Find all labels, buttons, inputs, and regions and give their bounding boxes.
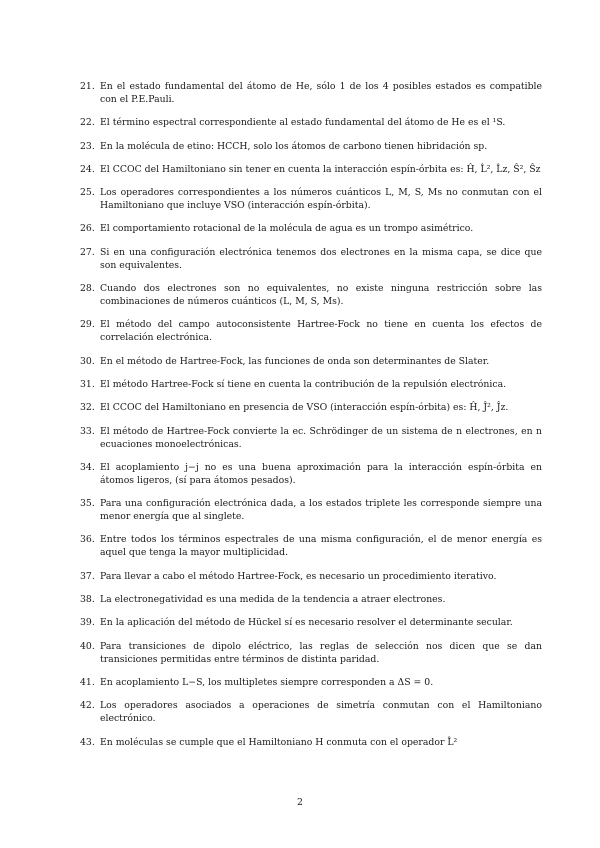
item-text: El acoplamiento j−j no es una buena aproximación para la interacción espín-órbita en átomos ligeros, (sí para átomos pesados). (100, 461, 542, 486)
item-number: 40. (80, 640, 95, 652)
item-number: 43. (80, 736, 95, 748)
list-item (80, 186, 542, 212)
list-item (80, 282, 542, 308)
item-text: La electronegatividad es una medida de la tendencia a atraer electrones. (100, 594, 446, 606)
item-number: 24. (80, 163, 95, 175)
list-item (80, 425, 542, 451)
list-item (80, 736, 542, 749)
list-item (80, 616, 542, 629)
item-text: Cuando dos electrones son no equivalentes, no existe ninguna restricción sobre las combinaciones de números cuánticos (L, M, S, Ms). (100, 283, 542, 308)
item-text: El método Hartree-Fock sí tiene en cuenta la contribución de la repulsión electrónica. (100, 378, 507, 390)
item-number: 33. (80, 425, 95, 437)
item-number: 36. (80, 534, 95, 546)
item-text: En moléculas se cumple que el Hamiltoniano H conmuta con el operador L̂² (100, 736, 458, 748)
list-item (80, 461, 542, 487)
list-item (80, 116, 542, 129)
item-number: 31. (80, 378, 95, 390)
list-item (80, 140, 542, 153)
item-number: 42. (80, 700, 95, 712)
item-number: 22. (80, 117, 95, 129)
item-text: Para transiciones de dipolo eléctrico, las reglas de selección nos dicen que se dan transiciones permitidas entre términos de distinta paridad. (100, 640, 542, 665)
item-text: Si en una configuración electrónica tenemos dos electrones en la misma capa, se dice que son equivalentes. (100, 246, 542, 271)
item-number: 39. (80, 617, 95, 629)
item-number: 25. (80, 187, 95, 199)
list-item (80, 318, 542, 344)
item-text: Los operadores correspondientes a los números cuánticos L, M, S, Ms no conmutan con el Hamiltoniano que incluye VSO (interacción espín-órbita). (100, 187, 542, 212)
item-number: 27. (80, 246, 95, 258)
list-item (80, 640, 542, 666)
item-number: 32. (80, 402, 95, 414)
item-text: En el estado fundamental del átomo de He, sólo 1 de los 4 posibles estados es compatible con el P.E.Pauli. (100, 81, 542, 105)
item-text: En acoplamiento L−S, los multipletes siempre corresponden a ΔS = 0. (100, 676, 434, 688)
page-number: 2 (297, 797, 303, 808)
statement-list (80, 80, 542, 759)
list-item (80, 355, 542, 368)
list-item (80, 246, 542, 272)
list-item (80, 401, 542, 414)
item-text: El método de Hartree-Fock convierte la ec. Schrödinger de un sistema de n electrones, en n ecuaciones monoelectrónicas. (100, 425, 542, 450)
item-text: El término espectral correspondiente al estado fundamental del átomo de He es el ¹S. (100, 117, 506, 129)
item-text: El CCOC del Hamiltoniano sin tener en cuenta la interacción espín-órbita es: Ĥ, L̂², L̂z, Ŝ², Ŝz (100, 163, 541, 175)
list-item (80, 570, 542, 583)
list-item (80, 699, 542, 725)
list-item (80, 533, 542, 559)
item-number: 28. (80, 283, 95, 295)
item-text: Los operadores asociados a operaciones de simetría conmutan con el Hamiltoniano electrónico. (100, 700, 542, 725)
item-number: 30. (80, 355, 95, 367)
list-item (80, 593, 542, 606)
item-text: En el método de Hartree-Fock, las funciones de onda son determinantes de Slater. (100, 355, 490, 367)
item-text: Para una configuración electrónica dada, a los estados triplete les corresponde siempre una menor energía que al singlete. (100, 498, 542, 523)
list-item (80, 163, 542, 176)
item-text: En la aplicación del método de Hückel sí es necesario resolver el determinante secular. (100, 617, 513, 629)
item-number: 29. (80, 319, 95, 331)
item-text: Para llevar a cabo el método Hartree-Fock, es necesario un procedimiento iterativo. (100, 570, 497, 582)
item-number: 37. (80, 570, 95, 582)
item-number: 26. (80, 223, 95, 235)
item-text: Entre todos los términos espectrales de una misma configuración, el de menor energía es aquel que tenga la mayor multiplicidad. (100, 534, 542, 559)
list-item (80, 378, 542, 391)
item-number: 21. (80, 81, 95, 92)
item-number: 34. (80, 461, 95, 473)
item-number: 41. (80, 676, 95, 688)
item-text: En la molécula de etino: HCCH, solo los átomos de carbono tienen hibridación sp. (100, 140, 488, 152)
item-number: 38. (80, 594, 95, 606)
item-text: El CCOC del Hamiltoniano en presencia de VSO (interacción espín-órbita) es: Ĥ, Ĵ², Ĵz. (100, 402, 509, 414)
item-text: El comportamiento rotacional de la molécula de agua es un trompo asimétrico. (100, 223, 474, 235)
item-number: 35. (80, 498, 95, 510)
item-text: El método del campo autoconsistente Hartree-Fock no tiene en cuenta los efectos de correlación electrónica. (100, 319, 542, 344)
list-item (80, 497, 542, 523)
item-number: 23. (80, 140, 95, 152)
list-item (80, 80, 542, 106)
list-item (80, 222, 542, 235)
list-item (80, 676, 542, 689)
